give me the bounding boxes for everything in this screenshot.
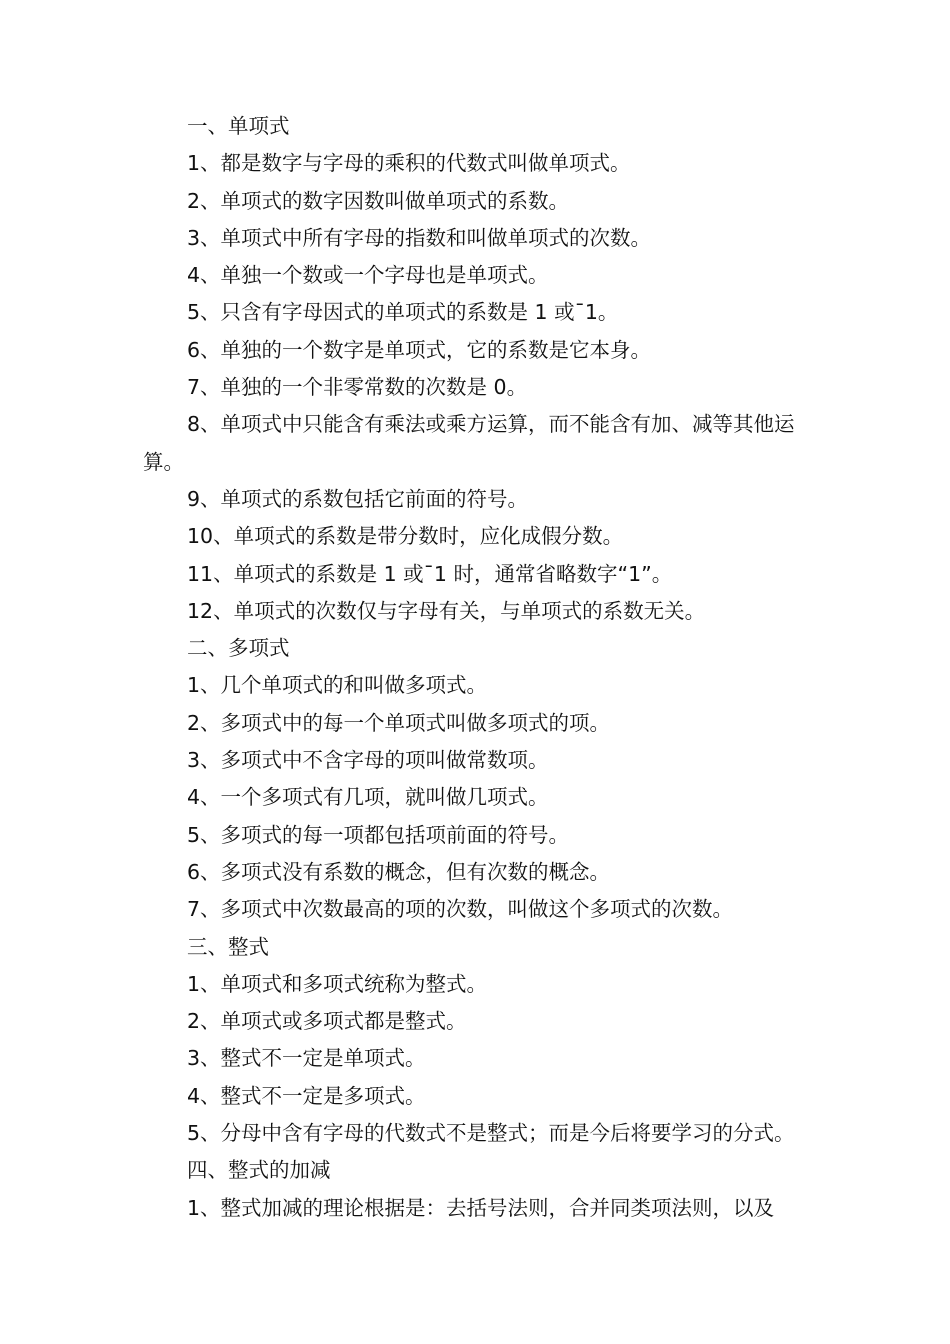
- integral-item-2: 2、单项式或多项式都是整式。: [187, 1009, 467, 1034]
- monomial-item-2: 2、单项式的数字因数叫做单项式的系数。: [187, 188, 570, 213]
- section-heading-integral-expression: 三、整式: [187, 934, 269, 959]
- monomial-item-12: 12、单项式的次数仅与字母有关，与单项式的系数无关。: [187, 598, 706, 623]
- monomial-item-10: 10、单项式的系数是带分数时，应化成假分数。: [187, 524, 624, 549]
- integral-item-3: 3、整式不一定是单项式。: [187, 1046, 426, 1071]
- integral-item-5: 5、分母中含有字母的代数式不是整式；而是今后将要学习的分式。: [187, 1121, 795, 1146]
- integral-item-1: 1、单项式和多项式统称为整式。: [187, 971, 488, 996]
- section-heading-polynomial: 二、多项式: [187, 636, 290, 661]
- monomial-item-3: 3、单项式中所有字母的指数和叫做单项式的次数。: [187, 225, 652, 250]
- integral-item-4: 4、整式不一定是多项式。: [187, 1083, 426, 1108]
- monomial-item-5: 5、只含有字母因式的单项式的系数是 1 或ˉ1。: [187, 300, 619, 325]
- polynomial-item-1: 1、几个单项式的和叫做多项式。: [187, 673, 488, 698]
- polynomial-item-5: 5、多项式的每一项都包括项前面的符号。: [187, 822, 570, 847]
- monomial-item-8: 8、单项式中只能含有乘法或乘方运算，而不能含有加、减等其他运算。: [143, 412, 795, 474]
- monomial-item-4: 4、单独一个数或一个字母也是单项式。: [187, 263, 549, 288]
- polynomial-item-2: 2、多项式中的每一个单项式叫做多项式的项。: [187, 710, 611, 735]
- section-heading-monomial: 一、单项式: [187, 114, 290, 138]
- monomial-item-9: 9、单项式的系数包括它前面的符号。: [187, 486, 529, 511]
- polynomial-item-3: 3、多项式中不含字母的项叫做常数项。: [187, 748, 549, 773]
- monomial-item-6: 6、单独的一个数字是单项式，它的系数是它本身。: [187, 337, 652, 362]
- section-heading-addition-subtraction: 四、整式的加减: [187, 1158, 331, 1183]
- addsub-item-1: 1、整式加减的理论根据是：去括号法则，合并同类项法则，以及: [187, 1195, 775, 1220]
- polynomial-item-7: 7、多项式中次数最高的项的次数，叫做这个多项式的次数。: [187, 897, 734, 922]
- polynomial-item-4: 4、一个多项式有几项，就叫做几项式。: [187, 785, 549, 810]
- monomial-item-1: 1、都是数字与字母的乘积的代数式叫做单项式。: [187, 151, 631, 176]
- monomial-item-7: 7、单独的一个非零常数的次数是 0。: [187, 375, 528, 400]
- document-body: [143, 108, 813, 1227]
- polynomial-item-6: 6、多项式没有系数的概念，但有次数的概念。: [187, 859, 611, 884]
- monomial-item-11: 11、单项式的系数是 1 或ˉ1 时，通常省略数字“1”。: [187, 561, 673, 586]
